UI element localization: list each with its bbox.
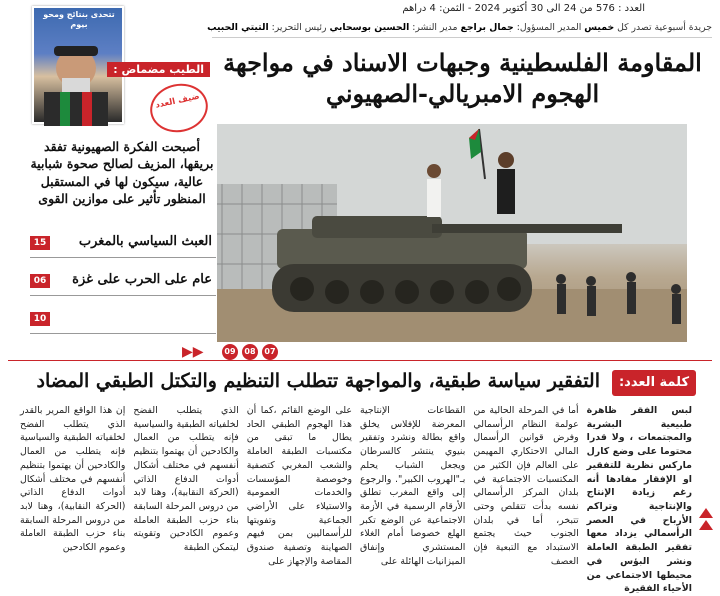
editorial-column: القطاعات الإنتاجية المعرضة للإفلاس يخلق واقع بطالة ونشرد وتفقير بنيوي ينتشر كالسرطان ويجعل الشباب يحلم بـ"الهروب الكبير". والرجوع إلى واقع المغرب تطلق الأرقام الرسمية في الأزمة الاجتماعية عن الوضع تكبر الهلع خصوصا أمام الغلاء المستشري وإنفاق الميزانيات الهائلة على [360,405,466,567]
section-divider [8,360,712,361]
editorial-label: كلمة العدد: [612,370,696,396]
headline-line-2: الهجوم الامبريالي-الصهيوني [325,78,600,108]
portrait-slogan: تتحدى بنتائج ومحو بيوم [43,10,115,29]
lead-photo[interactable] [217,124,687,342]
manager-name: جمال براجع [460,22,514,33]
teaser-title: عام على الحرب على غزة [72,272,212,287]
page-dot[interactable]: 08 [242,344,258,360]
editorial-column: أما في المرحلة الحالية من عولمة النظام الرأسمالي وفرض قوانين الرأسمال المالي الاحتكاري المهيمن على العالم فإن الكثير من المكتسبات الاجتماعية في بلدان المركز الرأسمالي نفسه بدأت تتقلص وحتى تتبخر، أما في بلدان الجنوب حيث يجتمع الاستبداد مع التبعية فإن العصف [473,405,579,567]
main-headline[interactable] [215,48,710,109]
editorial-body [20,404,692,595]
editorial-column: إن هذا الواقع المرير بالقدر الذي يتطلب الفضح لخلفياته الطبقية والسياسية فإنه يتطلب من العمال والكادحين أن يهتموا بتنظيم أنفسهم في مختلف أشكال أدوات الدفاع الذاتي (الحركة النقابية)، وهنا لابد من دروس المرحلة السابقة بناء حزب الطبقة العاملة وعموم الكادحين [20,405,126,554]
teaser-page: 15 [30,236,50,250]
editorial-column: لبس الفقر ظاهرة طبيعية البشرية والمجتمعات ، ولا قدرا محتوما على وضع كارل ماركس نظرية للتفقير او الإفقار مفادها أنه رغم زيادة الإنتاج والإنتاجية وتراكم الأرباح في العصر الرأسمالي يزداد معها تفقير الطبقة العاملة ونشر البؤس في محيطها الاجتماعي من الأحياء الفقيرة [586,405,692,595]
editorial-headline[interactable]: التفقير سياسة طبقية، والمواجهة تتطلب التنظيم والتكتل الطبقي المضاد [36,370,600,392]
play-arrows-icon: ▶▶ [182,344,204,360]
columnist-quote[interactable]: أصبحت الفكرة الصهيونية تفقد بريقها، المزيف لصالح صحوة شبابية عالية، سيكون لها في المستقبل المنظور تأثير على موازين القوى [30,139,214,206]
scroll-up-icon[interactable] [698,506,714,534]
masthead-day: خميس [584,22,615,33]
editorial-column: على الوضع القائم ،كما أن هذا الهجوم الطبقي الحاد يطال ما تبقى من مكتسبات الطبقة العاملة والشعب المغربي كتصفية وخوصصة المؤسسات والخدمات العمومية والاستيلاء على الأراضي الجماعية وتفويتها للرأسماليين بمن فيهم الصهاينة وتصفية صندوق المقاصة والإجهاز على [246,405,353,567]
headline-line-1: المقاومة الفلسطينية وجبهات الاسناد في مواجهة [223,48,702,77]
guest-columnist-card[interactable] [28,2,210,120]
editorial-column: الذي يتطلب الفضح لخلفياته الطبقية والسياسية فإنه يتطلب من العمال والكادحين أن يهتموا بتنظيم أنفسهم في مختلف أشكال أدوات الدفاع الذاتي (الحركة النقابية)، وهنا لابد من دروس المرحلة السابقة بناء حزب الطبقة العاملة وعموم الكادحين وتقويته ليتمكن الطبقة [133,405,239,554]
teaser-page: 10 [30,312,50,326]
teaser-item[interactable] [30,270,216,296]
issue-info: العدد : 576 من 24 الى 30 أكتوبر 2024 - الثمن: 4 دراهم [402,3,645,14]
publisher-name: الحسين بوسحابي [329,22,410,33]
page-dots [222,344,278,360]
teaser-item[interactable] [30,232,216,258]
page-dot[interactable]: 09 [222,344,238,360]
editor-name: التيتي الحبيب [207,22,269,33]
tank-photo-illustration [217,124,687,342]
page-dot[interactable]: 07 [262,344,278,360]
masthead-line [207,22,712,38]
masthead-prefix: جريدة أسبوعية تصدر كل [614,22,712,33]
teaser-page: 06 [30,274,50,288]
guest-stamp [146,78,213,137]
teaser-item[interactable] [30,308,216,334]
publisher-label: مدير النشر: [409,22,461,33]
teaser-title: العبث السياسي بالمغرب [78,234,212,249]
guest-name-label: الطيب مضماض : [107,62,210,77]
guest-stamp-text: ضيف العدد [154,91,201,111]
manager-label: المدير المسؤول: [513,22,585,33]
editor-label: رئيس التحرير: [268,22,330,33]
